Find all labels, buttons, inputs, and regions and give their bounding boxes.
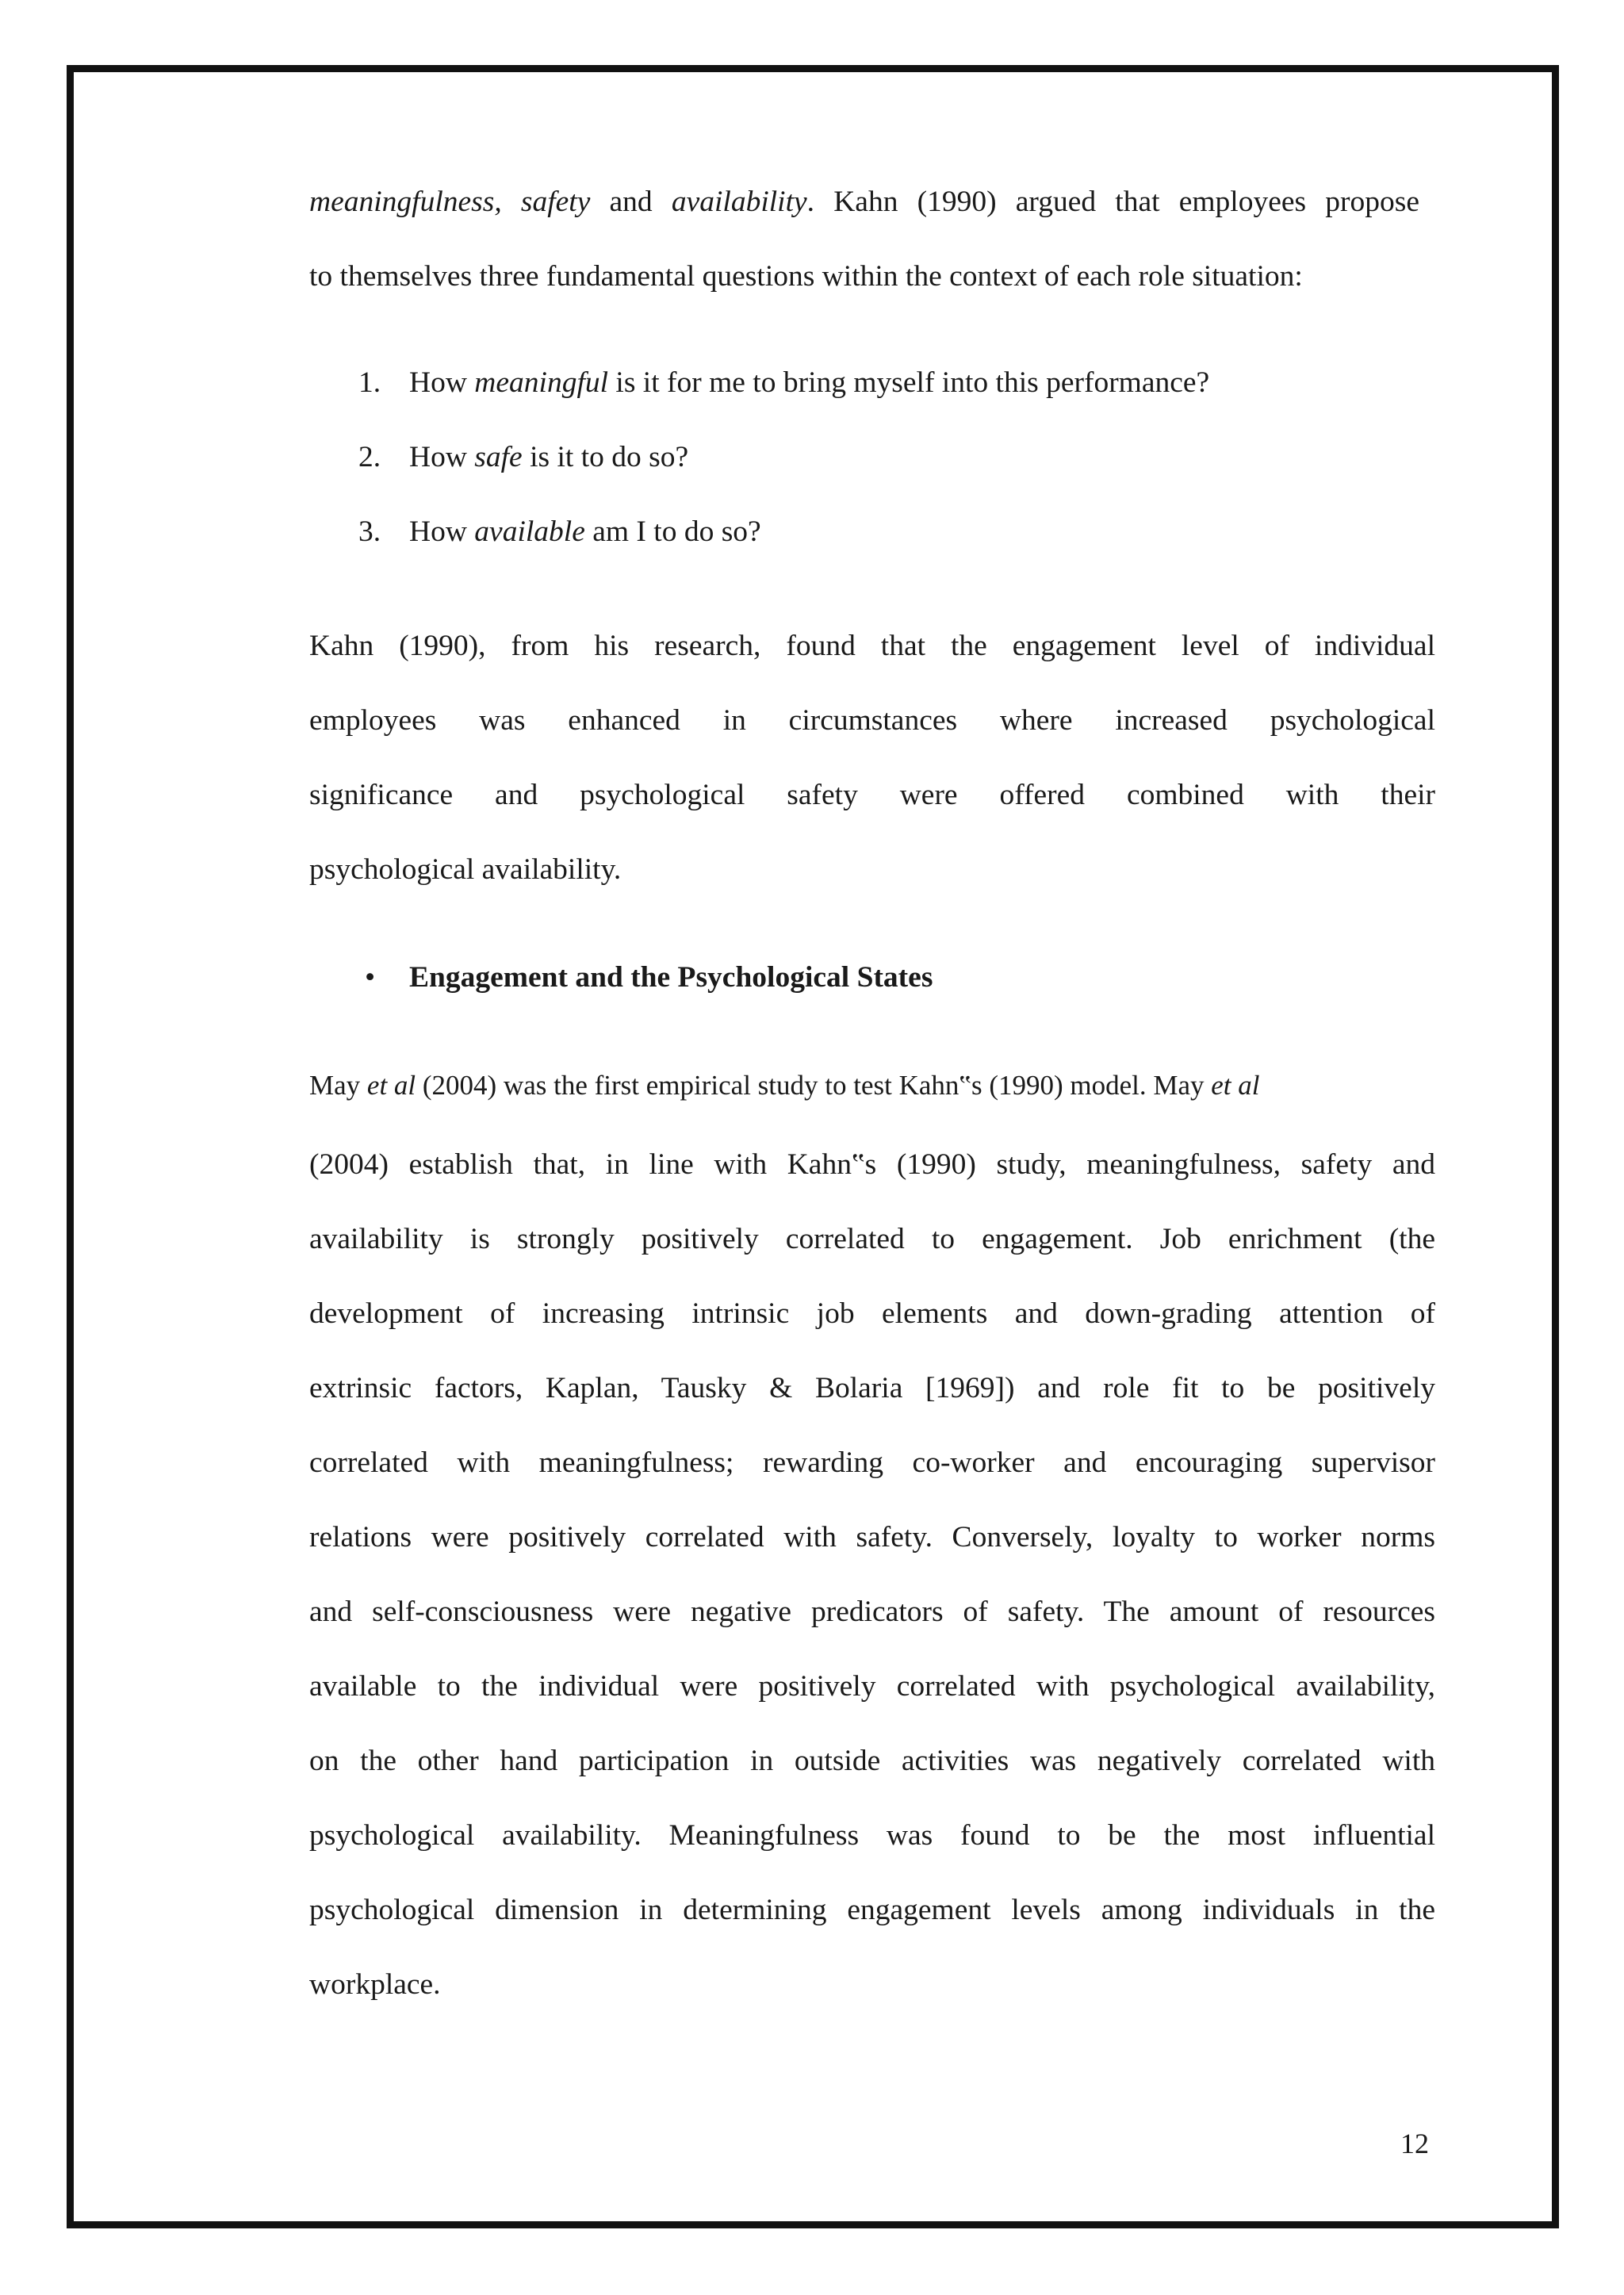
page-number: 12 (1400, 2128, 1429, 2159)
may-emph-4: et al (1211, 1070, 1260, 1101)
may-emph-2: et al (366, 1070, 416, 1101)
may-line-10: on the other hand participation in outside activities was negatively correlated with (309, 1745, 1435, 1777)
may-line-4: development of increasing intrinsic job elements and down-grading attention of (309, 1297, 1435, 1330)
question-number: 3. (358, 515, 381, 548)
question-text: is it to do so? (522, 441, 689, 473)
question-emph: safe (474, 441, 523, 473)
kahn-line-3: significance and psychological safety were offered combined with their (309, 779, 1435, 811)
may-line-11: psychological availability. Meaningfulness was found to be the most influential (309, 1819, 1435, 1852)
question-item-2 (358, 439, 688, 476)
may-text-3: (2004) was the first empirical study to test Kahn‟s (1990) model. May (416, 1070, 1212, 1101)
question-number: 1. (358, 366, 381, 399)
question-item-3 (358, 514, 761, 550)
intro-text-4: . Kahn (1990) argued that employees propose (806, 186, 1419, 218)
section-heading: Engagement and the Psychological States (409, 961, 933, 994)
may-line-6: correlated with meaningfulness; rewarding co-worker and encouraging supervisor (309, 1446, 1435, 1479)
may-line-2: (2004) establish that, in line with Kahn‟s (1990) study, meaningfulness, safety and (309, 1148, 1435, 1181)
question-text: am I to do so? (584, 515, 761, 548)
question-item-1 (358, 365, 1209, 401)
may-line-9: available to the individual were positively correlated with psychological availability, (309, 1670, 1435, 1703)
intro-line-1 (309, 184, 1419, 220)
intro-line-2: to themselves three fundamental questions within the context of each role situation: (309, 260, 1303, 293)
question-text: How (409, 366, 475, 399)
kahn-line-1: Kahn (1990), from his research, found that the engagement level of individual (309, 630, 1435, 662)
question-number: 2. (358, 441, 381, 473)
may-line-8: and self-consciousness were negative predicators of safety. The amount of resources (309, 1596, 1435, 1628)
may-line-7: relations were positively correlated with safety. Conversely, loyalty to worker norms (309, 1521, 1435, 1554)
may-line-13: workplace. (309, 1968, 441, 2001)
question-text: How (409, 441, 475, 473)
may-line-1 (309, 1067, 1260, 1104)
kahn-line-4: psychological availability. (309, 853, 622, 886)
may-line-5: extrinsic factors, Kaplan, Tausky & Bolaria [1969]) and role fit to be positively (309, 1372, 1435, 1404)
intro-emph-3: availability (671, 186, 807, 218)
kahn-line-2: employees was enhanced in circumstances where increased psychological (309, 704, 1435, 737)
may-line-3: availability is strongly positively correlated to engagement. Job enrichment (the (309, 1223, 1435, 1255)
question-emph: available (474, 515, 585, 548)
may-text-1: May (309, 1070, 367, 1101)
intro-text-2: and (590, 186, 672, 218)
question-emph: meaningful (474, 366, 609, 399)
question-text: is it for me to bring myself into this performance? (608, 366, 1210, 399)
may-line-12: psychological dimension in determining engagement levels among individuals in the (309, 1894, 1435, 1926)
intro-emph-1: meaningfulness, safety (309, 186, 591, 218)
question-text: How (409, 515, 475, 548)
bullet-icon: • (365, 961, 376, 994)
